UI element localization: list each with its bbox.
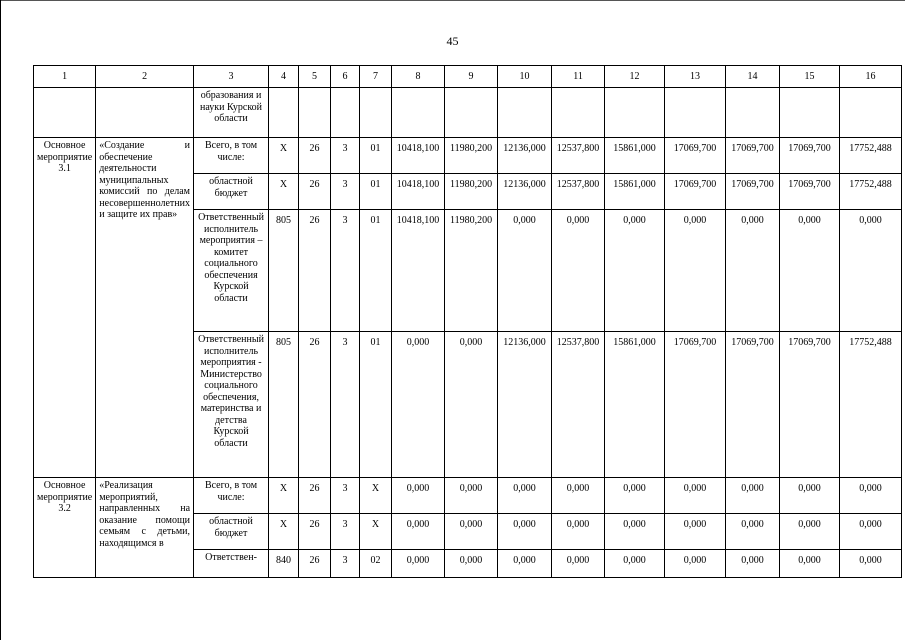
value-cell: 0,000 xyxy=(445,478,498,514)
code-cell: 840 xyxy=(269,550,299,578)
value-cell: 12537,800 xyxy=(552,174,605,210)
header-cell: 7 xyxy=(360,66,392,88)
code-cell: 3 xyxy=(331,514,360,550)
table-row xyxy=(34,478,902,514)
measure-label: Основное мероприятие 3.2 xyxy=(34,478,96,578)
header-cell: 14 xyxy=(726,66,780,88)
value-cell: 11980,200 xyxy=(445,210,498,332)
value-cell: 12136,000 xyxy=(498,138,552,174)
code-cell: 3 xyxy=(331,332,360,478)
header-cell: 6 xyxy=(331,66,360,88)
funding-source-cell: областной бюджет xyxy=(194,174,269,210)
code-cell: 3 xyxy=(331,174,360,210)
page-top-edge xyxy=(0,0,905,1)
page-number: 45 xyxy=(446,34,459,48)
code-cell: 26 xyxy=(299,478,331,514)
value-cell: 17752,488 xyxy=(840,138,902,174)
value-cell: 12537,800 xyxy=(552,138,605,174)
code-cell: 26 xyxy=(299,210,331,332)
header-cell: 5 xyxy=(299,66,331,88)
header-cell: 2 xyxy=(96,66,194,88)
code-cell: 3 xyxy=(331,478,360,514)
value-cell: 17069,700 xyxy=(665,174,726,210)
value-cell: 11980,200 xyxy=(445,138,498,174)
code-cell: X xyxy=(360,514,392,550)
header-cell: 11 xyxy=(552,66,605,88)
funding-source-cell: Ответствен- xyxy=(194,550,269,578)
value-cell: 0,000 xyxy=(498,210,552,332)
value-cell: 0,000 xyxy=(605,478,665,514)
measure-title: «Создание и обеспечение деятельности муниципальных комиссий по делам несовершеннолетних и защите их прав» xyxy=(96,138,194,478)
value-cell: 0,000 xyxy=(552,550,605,578)
table-cell xyxy=(331,88,360,138)
code-cell: 26 xyxy=(299,332,331,478)
value-cell: 15861,000 xyxy=(605,174,665,210)
value-cell: 17069,700 xyxy=(780,138,840,174)
code-cell: X xyxy=(360,478,392,514)
table-cell xyxy=(498,88,552,138)
code-cell: 3 xyxy=(331,210,360,332)
code-cell: 3 xyxy=(331,550,360,578)
table-cell xyxy=(392,88,445,138)
header-cell: 1 xyxy=(34,66,96,88)
value-cell: 12136,000 xyxy=(498,332,552,478)
table-cell xyxy=(665,88,726,138)
value-cell: 0,000 xyxy=(780,514,840,550)
code-cell: 26 xyxy=(299,174,331,210)
table-cell xyxy=(445,88,498,138)
header-cell: 12 xyxy=(605,66,665,88)
value-cell: 0,000 xyxy=(665,550,726,578)
table-cell xyxy=(34,88,96,138)
header-cell: 3 xyxy=(194,66,269,88)
code-cell: 02 xyxy=(360,550,392,578)
header-cell: 8 xyxy=(392,66,445,88)
value-cell: 17752,488 xyxy=(840,174,902,210)
value-cell: 0,000 xyxy=(665,514,726,550)
value-cell: 0,000 xyxy=(840,210,902,332)
page-left-edge xyxy=(0,0,1,640)
header-cell: 16 xyxy=(840,66,902,88)
value-cell: 0,000 xyxy=(840,478,902,514)
value-cell: 17069,700 xyxy=(726,332,780,478)
header-row xyxy=(34,66,902,88)
table-row xyxy=(34,88,902,138)
value-cell: 0,000 xyxy=(726,514,780,550)
funding-source-cell: Всего, в том числе: xyxy=(194,138,269,174)
table-cell xyxy=(96,88,194,138)
value-cell: 0,000 xyxy=(780,210,840,332)
table-cell xyxy=(269,88,299,138)
value-cell: 0,000 xyxy=(605,550,665,578)
funding-source-cell: Всего, в том числе: xyxy=(194,478,269,514)
value-cell: 10418,100 xyxy=(392,174,445,210)
value-cell: 10418,100 xyxy=(392,138,445,174)
table-cell xyxy=(840,88,902,138)
value-cell: 17069,700 xyxy=(665,332,726,478)
value-cell: 0,000 xyxy=(445,332,498,478)
value-cell: 0,000 xyxy=(726,478,780,514)
value-cell: 12537,800 xyxy=(552,332,605,478)
value-cell: 0,000 xyxy=(780,550,840,578)
value-cell: 12136,000 xyxy=(498,174,552,210)
code-cell: 01 xyxy=(360,138,392,174)
value-cell: 17752,488 xyxy=(840,332,902,478)
value-cell: 0,000 xyxy=(665,478,726,514)
value-cell: 15861,000 xyxy=(605,332,665,478)
header-cell: 15 xyxy=(780,66,840,88)
value-cell: 0,000 xyxy=(552,210,605,332)
value-cell: 0,000 xyxy=(726,550,780,578)
funding-source-cell: областной бюджет xyxy=(194,514,269,550)
header-cell: 10 xyxy=(498,66,552,88)
code-cell: 26 xyxy=(299,550,331,578)
value-cell: 0,000 xyxy=(726,210,780,332)
value-cell: 0,000 xyxy=(780,478,840,514)
value-cell: 15861,000 xyxy=(605,138,665,174)
code-cell: 805 xyxy=(269,210,299,332)
code-cell: 805 xyxy=(269,332,299,478)
measure-title: «Реализация мероприятий, направленных на оказание помощи семьям с детьми, находящимся в xyxy=(96,478,194,578)
value-cell: 0,000 xyxy=(392,514,445,550)
header-cell: 9 xyxy=(445,66,498,88)
table-row xyxy=(34,138,902,174)
value-cell: 10418,100 xyxy=(392,210,445,332)
funding-source-cell: Ответственный исполнитель мероприятия – комитет социального обеспечения Курской области xyxy=(194,210,269,332)
code-cell: X xyxy=(269,138,299,174)
table-cell xyxy=(605,88,665,138)
code-cell: 01 xyxy=(360,332,392,478)
code-cell: X xyxy=(269,174,299,210)
value-cell: 0,000 xyxy=(445,514,498,550)
value-cell: 0,000 xyxy=(392,550,445,578)
code-cell: 01 xyxy=(360,174,392,210)
value-cell: 0,000 xyxy=(605,514,665,550)
value-cell: 17069,700 xyxy=(726,174,780,210)
code-cell: 26 xyxy=(299,138,331,174)
value-cell: 0,000 xyxy=(665,210,726,332)
table-cell xyxy=(552,88,605,138)
table-cell xyxy=(299,88,331,138)
value-cell: 0,000 xyxy=(552,514,605,550)
value-cell: 0,000 xyxy=(392,332,445,478)
value-cell: 0,000 xyxy=(498,514,552,550)
value-cell: 0,000 xyxy=(498,478,552,514)
header-cell: 4 xyxy=(269,66,299,88)
measure-label: Основное мероприятие 3.1 xyxy=(34,138,96,478)
value-cell: 0,000 xyxy=(445,550,498,578)
code-cell: 26 xyxy=(299,514,331,550)
value-cell: 0,000 xyxy=(840,550,902,578)
value-cell: 11980,200 xyxy=(445,174,498,210)
value-cell: 17069,700 xyxy=(780,174,840,210)
table-cell xyxy=(360,88,392,138)
code-cell: 3 xyxy=(331,138,360,174)
value-cell: 17069,700 xyxy=(780,332,840,478)
header-cell: 13 xyxy=(665,66,726,88)
table-cell xyxy=(726,88,780,138)
value-cell: 0,000 xyxy=(840,514,902,550)
code-cell: X xyxy=(269,514,299,550)
value-cell: 0,000 xyxy=(392,478,445,514)
code-cell: X xyxy=(269,478,299,514)
budget-table xyxy=(33,65,902,578)
value-cell: 17069,700 xyxy=(726,138,780,174)
value-cell: 0,000 xyxy=(498,550,552,578)
funding-source-cell: Ответственный исполнитель мероприятия - Министерство социального обеспечения, материнства и детства Курской области xyxy=(194,332,269,478)
code-cell: 01 xyxy=(360,210,392,332)
table-cell xyxy=(780,88,840,138)
value-cell: 17069,700 xyxy=(665,138,726,174)
value-cell: 0,000 xyxy=(552,478,605,514)
value-cell: 0,000 xyxy=(605,210,665,332)
funding-source-cell: образования и науки Курской области xyxy=(194,88,269,138)
